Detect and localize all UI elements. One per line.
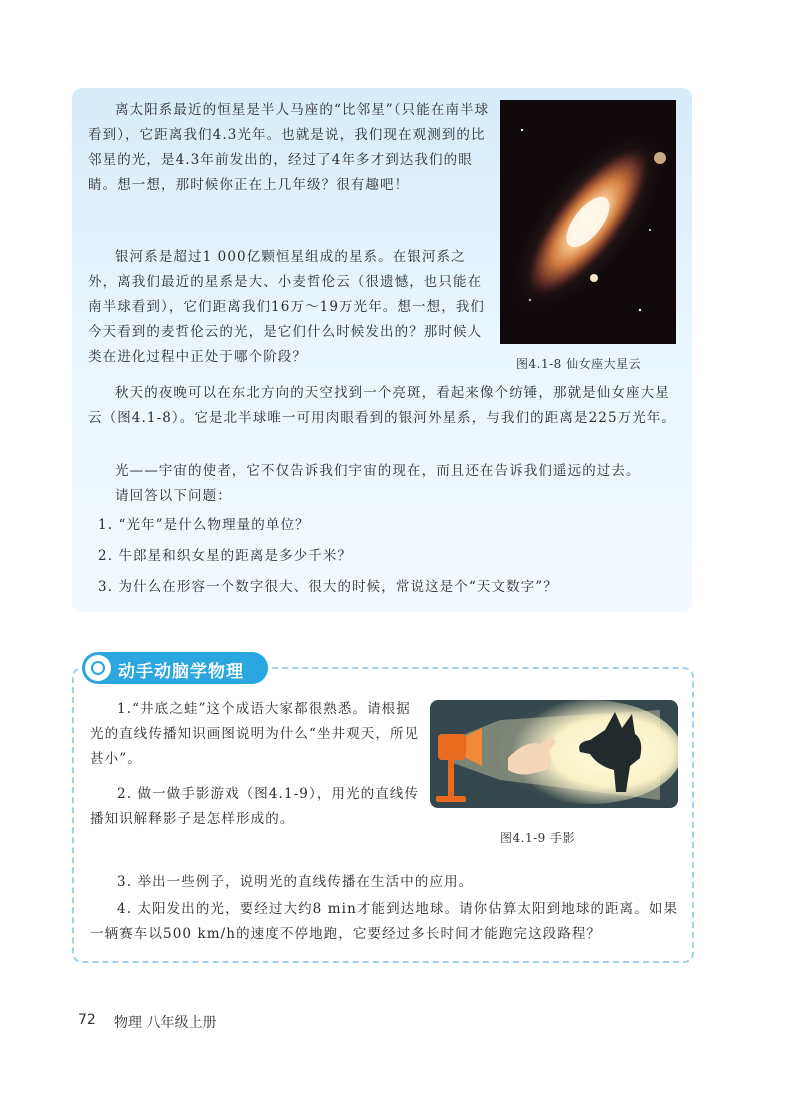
hand-shadow-image	[430, 700, 678, 808]
question-2: 2. 牛郎星和织女星的距离是多少千米？	[98, 548, 353, 564]
paragraph-andromeda: 秋天的夜晚可以在东北方向的天空找到一个亮斑，看起来像个纺锤，那就是仙女座大星云（图4.1-8）。它是北半球唯一可用肉眼看到的银河外星系，与我们的距离是225万光年。	[88, 385, 677, 426]
target-icon	[85, 655, 111, 681]
question-3: 3. 为什么在形容一个数字很大、很大的时候，常说这是个“天文数字”？	[98, 579, 558, 595]
paragraph-milky-way: 银河系是超过1 000亿颗恒星组成的星系。在银河系之外，离我们最近的星系是大、小麦哲伦云（很遗憾，也只能在南半球看到），它们距离我们16万～19万光年。想一想，我们今天看到的麦哲伦云的光，是它们什么时候发出的？那时候人类在进化过程中正处于哪个阶段？	[88, 249, 486, 365]
figure-caption-andromeda: 图4.1-8 仙女座大星云	[516, 357, 642, 371]
activity-title: 动手动脑学物理	[118, 662, 244, 682]
hand-shadow-illustration	[430, 700, 678, 808]
book-title: 物理 八年级上册	[114, 1015, 217, 1031]
figure-caption-hand-shadow: 图4.1-9 手影	[500, 831, 576, 845]
activity-item-3: 3. 举出一些例子，说明光的直线传播在生活中的应用。	[117, 874, 474, 890]
activity-item-4: 4. 太阳发出的光，要经过大约8 min才能到达地球。请你估算太阳到地球的距离。如果一辆赛车以500 km/h的速度不停地跑，它要经过多长时间才能跑完这段路程？	[90, 901, 679, 942]
galaxy-image	[500, 100, 676, 344]
paragraph-proxima: 离太阳系最近的恒星是半人马座的“比邻星”（只能在南半球看到），它距离我们4.3光年。也就是说，我们现在观测到的比邻星的光，是4.3年前发出的，经过了4年多才到达我们的眼睛。想一想，那时候你正在上几年级？很有趣吧！	[88, 102, 490, 193]
activity-item-2: 2. 做一做手影游戏（图4.1-9），用光的直线传播知识解释影子是怎样形成的。	[90, 786, 420, 827]
questions-prompt: 请回答以下问题：	[115, 488, 232, 504]
paragraph-light-messenger: 光——宇宙的使者，它不仅告诉我们宇宙的现在，而且还在告诉我们遥远的过去。	[115, 463, 641, 479]
page-number: 72	[78, 1012, 96, 1028]
andromeda-galaxy-photo	[500, 100, 676, 344]
activity-item-1: 1.“井底之蛙”这个成语大家都很熟悉。请根据光的直线传播知识画图说明为什么“坐井观天，所见甚小”。	[90, 701, 420, 767]
question-1: 1. “光年”是什么物理量的单位？	[98, 517, 310, 533]
